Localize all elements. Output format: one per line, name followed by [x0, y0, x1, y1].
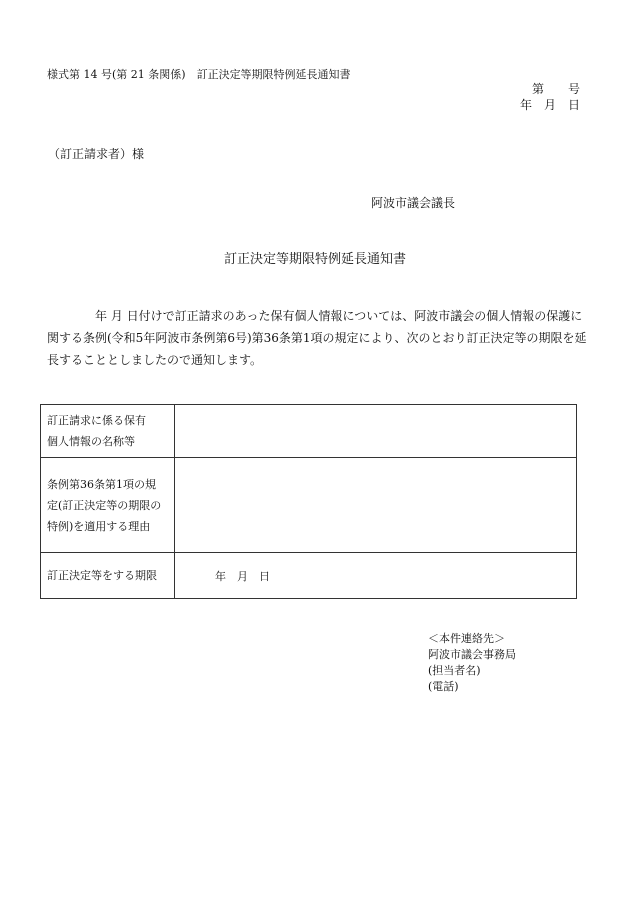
label-line: 訂正請求に係る保有	[47, 414, 146, 427]
document-date: 年 月 日	[519, 98, 580, 112]
table-row	[41, 405, 577, 458]
document-number: 第 号	[531, 82, 580, 96]
label-line: 個人情報の名称等	[47, 435, 135, 448]
label-line: 特例)を適用する理由	[47, 519, 151, 533]
table-label-reason	[41, 458, 175, 553]
table-value-reason	[175, 458, 577, 553]
form-number: 様式第 14 号(第 21 条関係) 訂正決定等期限特例延長通知書	[47, 68, 351, 81]
body-line-1: 年 月 日付けで訂正請求のあった保有個人情報については、阿波市議会の個人情報の保護に	[95, 309, 583, 323]
table-row	[41, 458, 577, 553]
contact-block	[428, 631, 516, 695]
label-line: 条例第36条第1項の規	[47, 477, 156, 491]
body-line-3: 長することとしましたので通知します。	[47, 353, 263, 367]
table-label-deadline: 訂正決定等をする期限	[41, 553, 175, 599]
table-label-record-name	[41, 405, 175, 458]
contact-office: 阿波市議会事務局	[428, 648, 516, 661]
contact-phone: (電話)	[428, 680, 459, 693]
contact-person: (担当者名)	[428, 664, 481, 677]
info-table	[40, 404, 577, 599]
table-value-record-name	[175, 405, 577, 458]
document-title: 訂正決定等期限特例延長通知書	[223, 252, 406, 267]
sender: 阿波市議会議長	[371, 196, 456, 210]
table-value-deadline: 年 月 日	[175, 553, 577, 599]
contact-heading: ＜本件連絡先＞	[428, 632, 505, 645]
label-line: 定(訂正決定等の期限の	[47, 498, 162, 512]
body-paragraph	[47, 305, 587, 371]
body-line-2: 関する条例(令和5年阿波市条例第6号)第36条第1項の規定により、次のとおり訂正決定等の期限を延	[47, 331, 587, 345]
table-row	[41, 553, 577, 599]
addressee: （訂正請求者）様	[48, 147, 145, 161]
